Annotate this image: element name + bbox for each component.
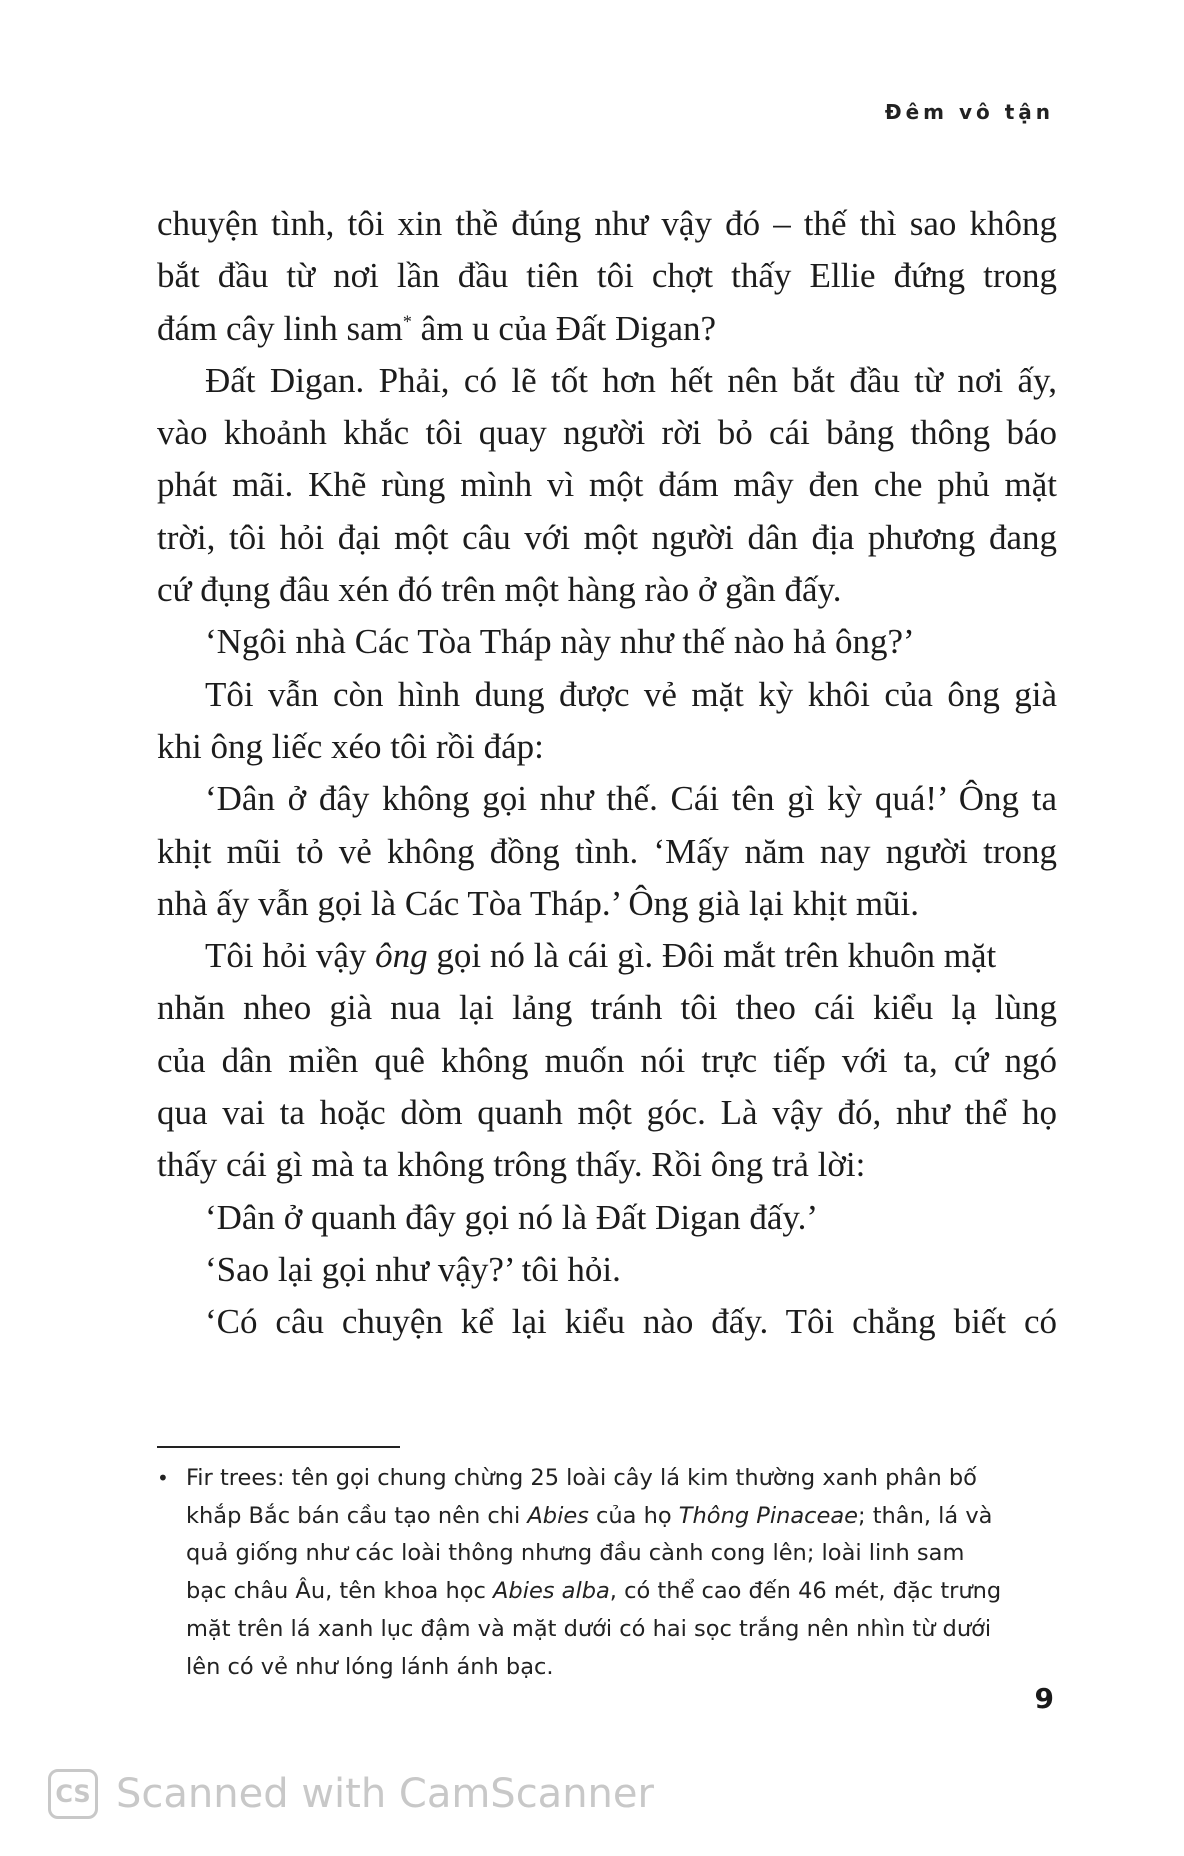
text-line [157,930,1057,982]
text-line: ‘Có câu chuyện kể lại kiểu nào đấy. Tôi chẳng biết có [205,1302,1057,1342]
text-line: bắt đầu từ nơi lần đầu tiên tôi chợt thấy Ellie đứng trong [157,256,1057,296]
text-line: thấy cái gì mà ta không trông thấy. Rồi ông trả lời: [157,1145,866,1185]
scientific-name: Thông Pinaceae [678,1502,858,1529]
footnote-marker: • [157,1466,169,1490]
footnote-line [157,1498,1057,1536]
text-fragment: , có thể cao đến 46 mét, đặc trưng [609,1578,1002,1605]
text-line: qua vai ta hoặc dòm quanh một góc. Là vậy đó, như thể họ [157,1093,1057,1133]
text-line: ‘Ngôi nhà Các Tòa Tháp này như thế nào hả ông?’ [205,622,915,662]
text-line: Tôi vẫn còn hình dung được vẻ mặt kỳ khôi của ông già [205,674,1057,714]
footnote-line: Fir trees: tên gọi chung chừng 25 loài cây lá kim thường xanh phân bố [186,1465,977,1491]
text-line: Đất Digan. Phải, có lẽ tốt hơn hết nên bắt đầu từ nơi ấy, [205,360,1057,400]
text-fragment: âm u của Đất Digan? [420,308,717,348]
text-line [157,303,1057,355]
text-line: phát mãi. Khẽ rùng mình vì một đám mây đen che phủ mặt [157,465,1057,505]
text-line: vào khoảnh khắc tôi quay người rời bỏ cái bảng thông báo [157,413,1057,453]
footnote-reference: * [402,310,412,331]
text-line: nhà ấy vẫn gọi là Các Tòa Tháp.’ Ông già lại khịt mũi. [157,883,920,923]
text-fragment: đám cây linh sam [157,308,403,348]
footnote-line: quả giống như các loài thông nhưng đầu cành cong lên; loài linh sam [186,1540,965,1567]
camscanner-logo-icon: CS [48,1769,98,1819]
text-fragment: gọi nó là cái gì. Đôi mắt trên khuôn mặt [436,936,997,976]
footnote-line [157,1573,1057,1611]
scientific-name: Abies alba [493,1578,610,1605]
text-line: ‘Sao lại gọi như vậy?’ tôi hỏi. [205,1249,621,1289]
running-header: Đêm vô tận [884,100,1054,124]
text-line: ‘Dân ở đây không gọi như thế. Cái tên gì kỳ quá!’ Ông ta [205,779,1057,819]
text-line: khi ông liếc xéo tôi rồi đáp: [157,726,544,766]
text-fragment: của họ [588,1502,679,1529]
footnote-line: mặt trên lá xanh lục đậm và mặt dưới có hai sọc trắng nên nhìn từ dưới [186,1615,992,1642]
scientific-name: Abies [527,1502,589,1529]
text-fragment: Tôi hỏi vậy [205,936,367,976]
text-fragment: bạc châu Âu, tên khoa học [186,1578,494,1605]
text-fragment: khắp Bắc bán cầu tạo nên chi [186,1502,528,1529]
text-line: trời, tôi hỏi đại một câu với một người dân địa phương đang [157,517,1057,557]
footnote [157,1460,1057,1686]
text-line: ‘Dân ở quanh đây gọi nó là Đất Digan đấy.’ [205,1197,819,1237]
page-number: 9 [1034,1682,1054,1715]
text-line: cứ đụng đâu xén đó trên một hàng rào ở gần đấy. [157,570,842,610]
scanner-watermark [48,1764,654,1824]
text-line: khịt mũi tỏ vẻ không đồng tình. ‘Mấy năm nay người trong [157,831,1057,871]
footnote-line: lên có vẻ như lóng lánh ánh bạc. [186,1653,554,1680]
text-line: của dân miền quê không muốn nói trực tiếp với ta, cứ ngó [157,1040,1057,1080]
footnote-divider [157,1446,400,1448]
text-line: chuyện tình, tôi xin thề đúng như vậy đó – thế thì sao không [157,204,1057,243]
text-fragment: ; thân, lá và [857,1502,993,1529]
watermark-text: Scanned with CamScanner [116,1771,654,1817]
emphasis: ông [375,936,428,976]
body-text [157,198,1057,1349]
text-line: nhăn nheo già nua lại lảng tránh tôi theo cái kiểu lạ lùng [157,988,1057,1028]
